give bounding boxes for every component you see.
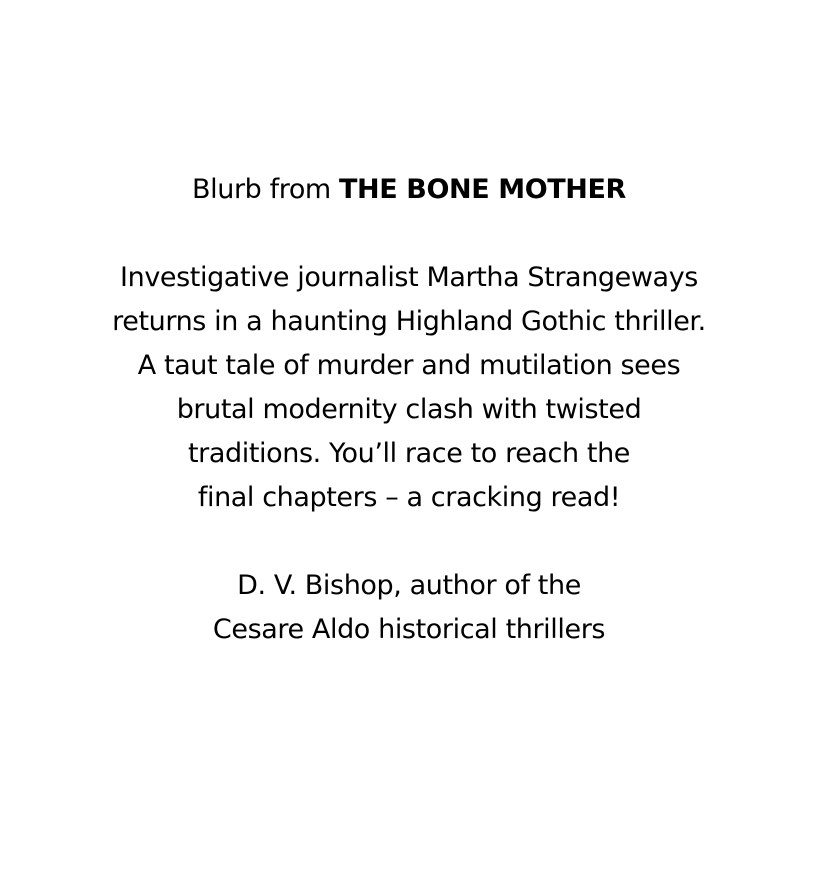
blurb-line: traditions. You’ll race to reach the xyxy=(187,438,631,469)
blurb-line: final chapters – a cracking read! xyxy=(197,482,621,513)
heading-prefix: Blurb from xyxy=(192,174,340,205)
attribution-line: Cesare Aldo historical thrillers xyxy=(212,614,606,645)
blurb-line: Investigative journalist Martha Strangeways xyxy=(120,262,698,293)
blurb-line: returns in a haunting Highland Gothic thriller. xyxy=(112,306,706,337)
blurb-line: brutal modernity clash with twisted xyxy=(176,394,642,425)
blurb-line: A taut tale of murder and mutilation sees xyxy=(137,350,681,381)
book-title: THE BONE MOTHER xyxy=(339,174,626,205)
blurb-text xyxy=(0,256,818,520)
attribution-line: D. V. Bishop, author of the xyxy=(237,570,581,601)
blurb-heading xyxy=(0,168,818,212)
blurb-attribution xyxy=(0,564,818,652)
